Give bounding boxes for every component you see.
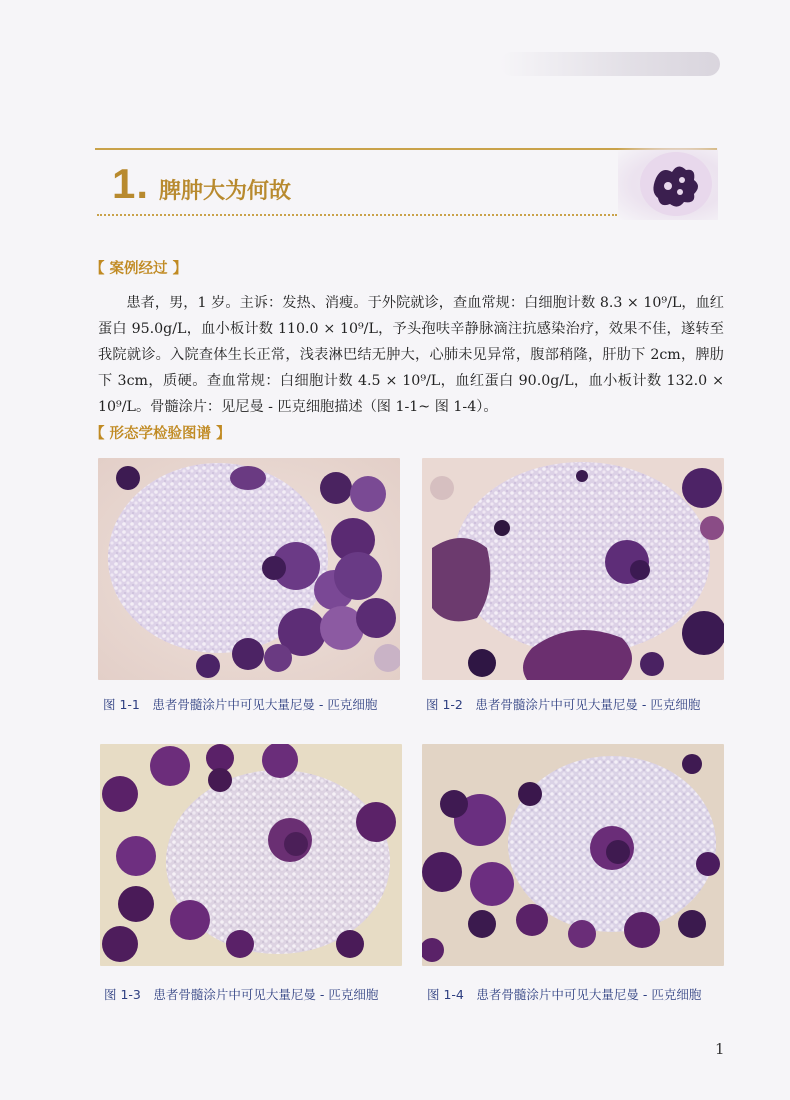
chapter-title-text: 脾肿大为何故	[159, 179, 292, 204]
figure-1-4-caption: 图 1-4 患者骨髓涂片中可见大量尼曼 - 匹克细胞	[427, 987, 702, 1002]
atlas-section-heading: 【 形态学检验图谱 】	[90, 426, 231, 442]
header-decoration	[500, 52, 720, 76]
title-dotted-rule	[97, 214, 617, 216]
figure-1-2-caption: 图 1-2 患者骨髓涂片中可见大量尼曼 - 匹克细胞	[426, 697, 701, 712]
figure-1-2-image	[422, 458, 724, 680]
figure-1-1-image	[98, 458, 400, 680]
case-section-heading: 【 案例经过 】	[90, 261, 188, 277]
page-number: 1	[715, 1040, 725, 1058]
figure-1-4-image	[422, 744, 724, 966]
chapter-number: 1.	[112, 160, 150, 207]
figure-1-3-image	[100, 744, 402, 966]
case-paragraph: 患者，男，1 岁。主诉：发热、消瘦。于外院就诊，查血常规：白细胞计数 8.3 × 10⁹/L，血红蛋白 95.0g/L，血小板计数 110.0 × 10⁹/L，予头孢呋辛静脉滴注抗感染治疗，效果不佳，遂转至我院就诊。入院查体生长正常，浅表淋巴结无肿大，心肺未见异常，腹部稍隆，肝肋下 2cm，脾肋下 3cm，质硬。查血常规：白细胞计数 4.5 × 10⁹/L，血红蛋白 90.0g/L，血小板计数 132.0 × 10⁹/L。骨髓涂片：见尼曼 - 匹克细胞描述（图 1-1~ 图 1-4）。	[98, 295, 724, 415]
figure-1-1-caption: 图 1-1 患者骨髓涂片中可见大量尼曼 - 匹克细胞	[103, 697, 378, 712]
title-cell-illustration	[618, 148, 718, 220]
chapter-title	[112, 160, 291, 210]
figure-1-3-caption: 图 1-3 患者骨髓涂片中可见大量尼曼 - 匹克细胞	[104, 987, 379, 1002]
